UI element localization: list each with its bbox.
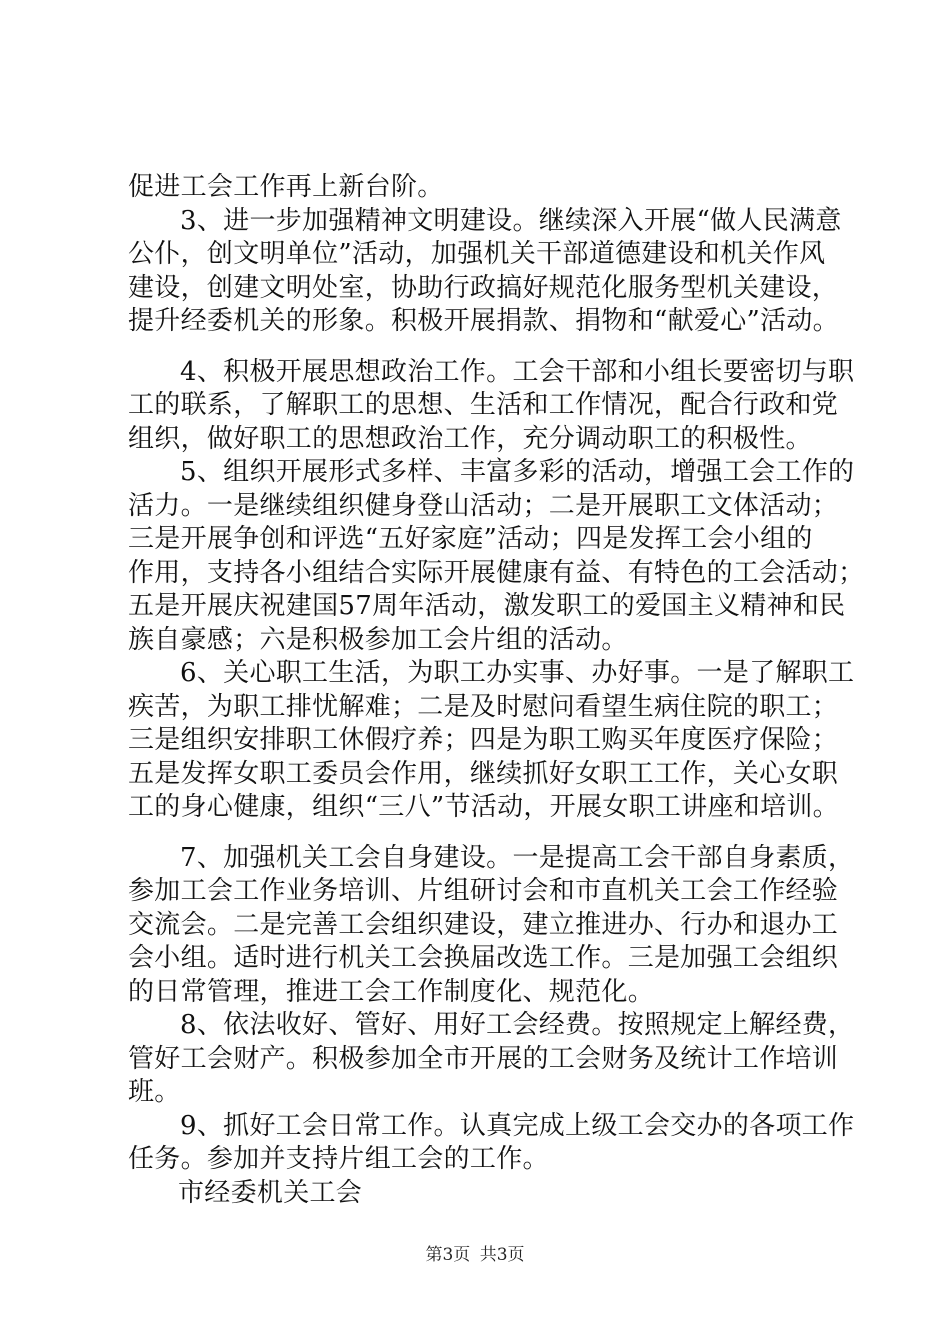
text-line: 4、积极开展思想政治工作。工会干部和小组长要密切与职 [180,356,855,387]
paragraph [128,356,855,457]
text-line: 3、进一步加强精神文明建设。继续深入开展“做人民满意 [180,205,842,236]
text-line: 族自豪感；六是积极参加工会片组的活动。 [128,624,628,655]
text-line: 五是发挥女职工委员会作用，继续抓好女职工工作，关心女职 [128,758,839,789]
paragraph [128,456,865,657]
paragraph [128,1110,855,1177]
text-line: 公仆，创文明单位”活动，加强机关干部道德建设和机关作风 [128,239,826,269]
paragraph [128,657,855,825]
text-line: 会小组。适时进行机关工会换届改选工作。三是加强工会组织 [128,943,839,973]
paragraph [128,842,855,1010]
text-line: 8、依法收好、管好、用好工会经费。按照规定上解经费， [180,1010,855,1040]
document-body [128,171,865,1210]
text-line: 五是开展庆祝建国57周年活动，激发职工的爱国主义精神和民 [128,591,846,621]
text-line: 5、组织开展形式多样、丰富多彩的活动，增强工会工作的 [180,457,855,487]
text-line: 工的联系，了解职工的思想、生活和工作情况，配合行政和党 [128,390,839,420]
page-footer [0,1243,950,1267]
text-line: 9、抓好工会日常工作。认真完成上级工会交办的各项工作 [180,1110,855,1141]
text-line: 交流会。二是完善工会组织建设，建立推进办、行办和退办工 [128,909,839,940]
page-number: 第3页 [425,1245,471,1265]
paragraph [128,171,848,205]
text-line: 班。 [128,1077,181,1107]
text-line: 任务。参加并支持片组工会的工作。 [128,1144,549,1174]
paragraph-spacer [128,339,848,356]
paragraph-spacer [128,825,848,842]
signature: 市经委机关工会 [178,1177,363,1208]
text-line: 7、加强机关工会自身建设。一是提高工会干部自身素质， [180,842,855,873]
text-line: 参加工会工作业务培训、片组研讨会和市直机关工会工作经验 [128,876,839,906]
text-line: 的日常管理，推进工会工作制度化、规范化。 [128,976,655,1007]
text-line: 6、关心职工生活，为职工办实事、办好事。一是了解职工 [180,658,855,688]
page-total: 共3页 [479,1245,525,1265]
text-line: 活力。一是继续组织健身登山活动；二是开展职工文体活动； [128,490,839,521]
text-line: 工的身心健康，组织“三八”节活动，开展女职工讲座和培训。 [128,792,839,822]
text-line: 管好工会财产。积极参加全市开展的工会财务及统计工作培训 [128,1043,839,1074]
text-line: 促进工会工作再上新台阶。 [128,172,444,202]
text-line: 提升经委机关的形象。积极开展捐款、捐物和“献爱心”活动。 [128,306,839,336]
paragraph [128,1009,855,1110]
text-line: 建设，创建文明处室，协助行政搞好规范化服务型机关建设， [128,272,839,303]
text-line: 三是开展争创和评选“五好家庭”活动；四是发挥工会小组的 [128,524,813,554]
text-line: 作用，支持各小组结合实际开展健康有益、有特色的工会活动； [128,557,865,588]
text-line: 组织，做好职工的思想政治工作，充分调动职工的积极性。 [128,423,812,454]
text-line: 疾苦，为职工排忧解难；二是及时慰问看望生病住院的职工； [128,691,839,722]
text-line: 三是组织安排职工休假疗养；四是为职工购买年度医疗保险； [128,725,839,755]
paragraph [128,205,848,339]
